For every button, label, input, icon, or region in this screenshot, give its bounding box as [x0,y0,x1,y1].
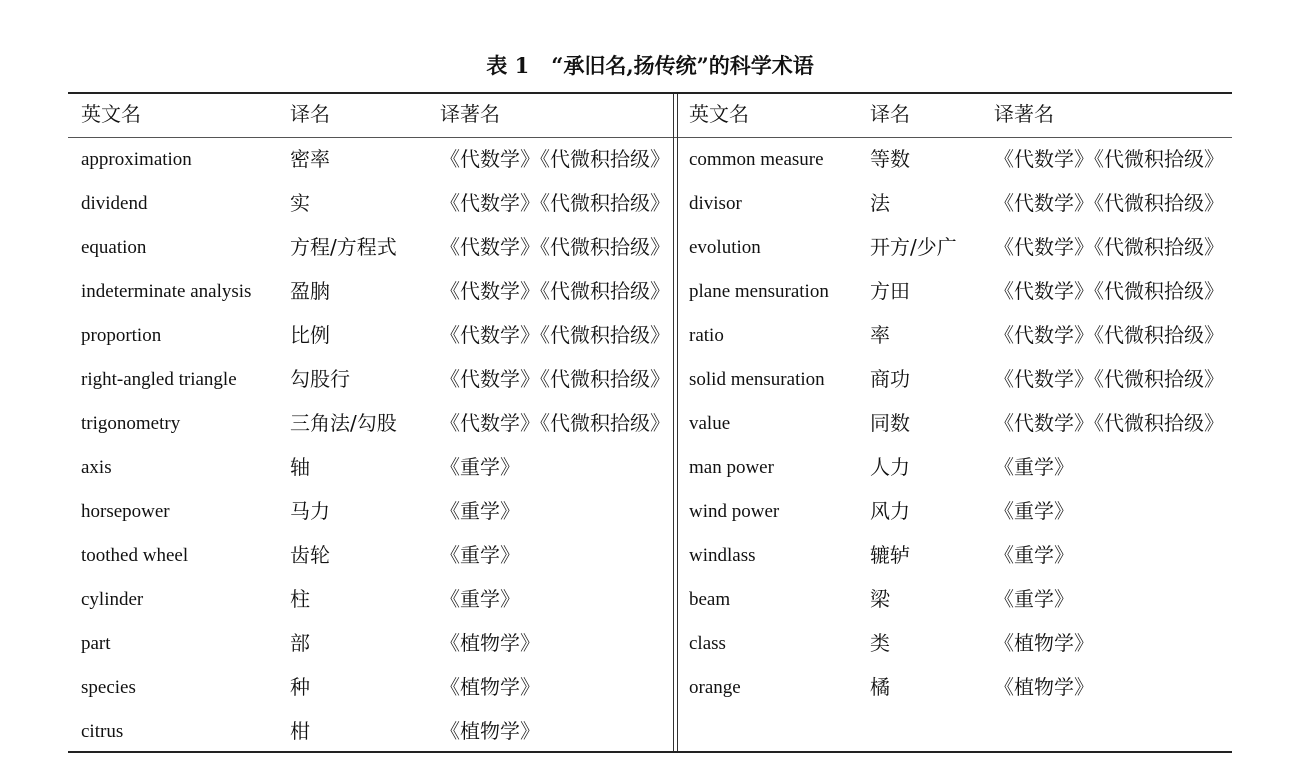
table-cell-right-source-book: 《重学》 [994,455,1074,479]
table-cell-right-source-book: 《重学》 [994,499,1074,523]
column-divider [677,94,678,751]
table-cell-right-source-book: 《代数学》《代微积拾级》 [994,411,1224,435]
table-caption [0,50,1300,80]
table-cell-left-translation: 勾股行 [290,367,350,391]
table-title: “承旧名,扬传统”的科学术语 [551,53,814,78]
table-cell-left-english-name: citrus [81,721,124,742]
header-translation-left: 译名 [290,102,330,126]
table-cell-right-english-name: value [689,413,731,434]
top-rule [68,92,1232,94]
table-cell-right-english-name: divisor [689,193,742,214]
table-cell-right-translation: 同数 [870,411,910,435]
table-cell-right-source-book: 《代数学》《代微积拾级》 [994,235,1224,259]
table-cell-left-translation: 马力 [290,499,330,523]
table-cell-left-english-name: species [81,677,136,698]
header-source-left: 译著名 [440,102,500,126]
table-cell-right-english-name: evolution [689,237,761,258]
table-cell-right-translation: 辘轳 [870,543,910,567]
table-cell-left-source-book: 《代数学》《代微积拾级》 [440,147,670,171]
header-source-right: 译著名 [994,102,1054,126]
table-cell-right-translation: 等数 [870,147,910,171]
table-cell-left-source-book: 《代数学》《代微积拾级》 [440,191,670,215]
table-cell-right-source-book: 《代数学》《代微积拾级》 [994,191,1224,215]
table-cell-right-translation: 率 [870,323,890,347]
table-cell-right-english-name: man power [689,457,774,478]
table-cell-left-english-name: cylinder [81,589,144,610]
table-cell-left-translation: 柱 [290,587,310,611]
table-cell-right-translation: 法 [870,191,890,215]
table-cell-right-english-name: ratio [689,325,724,346]
header-translation-right: 译名 [870,102,910,126]
table-cell-right-translation: 风力 [870,499,910,523]
table-cell-right-source-book: 《代数学》《代微积拾级》 [994,279,1224,303]
table-cell-right-english-name: common measure [689,149,824,170]
table-cell-left-source-book: 《代数学》《代微积拾级》 [440,367,670,391]
table-cell-left-translation: 密率 [290,147,330,171]
table-cell-left-source-book: 《代数学》《代微积拾级》 [440,323,670,347]
table-cell-left-source-book: 《代数学》《代微积拾级》 [440,411,670,435]
table-cell-left-english-name: dividend [81,193,148,214]
table-cell-right-english-name: class [689,633,726,654]
table-cell-right-source-book: 《代数学》《代微积拾级》 [994,147,1224,171]
table-cell-left-english-name: trigonometry [81,413,181,434]
table-cell-left-translation: 柑 [290,719,310,743]
table-cell-right-translation: 类 [870,631,890,655]
header-rule [68,137,1232,138]
table-cell-right-english-name: wind power [689,501,780,522]
table-cell-left-english-name: approximation [81,149,192,170]
table-cell-left-source-book: 《植物学》 [440,675,540,699]
table-number: 表 1 [486,53,530,78]
table-cell-left-translation: 轴 [290,455,310,479]
table-cell-left-translation: 实 [290,191,310,215]
column-divider [673,94,674,751]
table-cell-left-english-name: axis [81,457,112,478]
table-cell-right-translation: 梁 [870,587,890,611]
table-cell-left-english-name: indeterminate analysis [81,281,252,302]
table-cell-left-english-name: equation [81,237,147,258]
table-cell-left-translation: 种 [290,675,310,699]
table-cell-left-english-name: proportion [81,325,162,346]
table-cell-right-translation: 橘 [870,675,890,699]
table-cell-right-translation: 方田 [870,279,910,303]
bottom-rule [68,751,1232,753]
table-cell-left-english-name: part [81,633,111,654]
header-english-name-left: 英文名 [81,102,141,126]
table-cell-left-translation: 部 [290,631,310,655]
table-cell-right-source-book: 《植物学》 [994,631,1094,655]
table-cell-right-source-book: 《代数学》《代微积拾级》 [994,367,1224,391]
table-cell-right-source-book: 《代数学》《代微积拾级》 [994,323,1224,347]
table-cell-left-translation: 三角法/勾股 [290,411,397,435]
table-cell-left-source-book: 《重学》 [440,543,520,567]
table-cell-left-translation: 盈朒 [290,279,330,303]
table-cell-right-source-book: 《重学》 [994,587,1074,611]
table-cell-left-english-name: horsepower [81,501,170,522]
table-cell-right-english-name: solid mensuration [689,369,825,390]
table-cell-right-translation: 人力 [870,455,910,479]
header-english-name-right: 英文名 [689,102,749,126]
table-cell-left-source-book: 《代数学》《代微积拾级》 [440,279,670,303]
table-cell-left-translation: 齿轮 [290,543,330,567]
table-cell-right-english-name: windlass [689,545,756,566]
table-cell-right-english-name: plane mensuration [689,281,829,302]
table-cell-right-source-book: 《重学》 [994,543,1074,567]
table-cell-right-english-name: beam [689,589,731,610]
table-cell-left-source-book: 《重学》 [440,587,520,611]
table-cell-left-source-book: 《代数学》《代微积拾级》 [440,235,670,259]
table-cell-right-translation: 商功 [870,367,910,391]
table-cell-right-translation: 开方/少广 [870,235,957,259]
table-cell-right-english-name: orange [689,677,741,698]
table-cell-left-source-book: 《重学》 [440,455,520,479]
table-cell-left-source-book: 《植物学》 [440,719,540,743]
table-cell-left-english-name: right-angled triangle [81,369,237,390]
table-cell-left-translation: 比例 [290,323,330,347]
table-cell-left-source-book: 《植物学》 [440,631,540,655]
table-cell-left-source-book: 《重学》 [440,499,520,523]
table-cell-right-source-book: 《植物学》 [994,675,1094,699]
table-cell-left-english-name: toothed wheel [81,545,189,566]
table-cell-left-translation: 方程/方程式 [290,235,397,259]
